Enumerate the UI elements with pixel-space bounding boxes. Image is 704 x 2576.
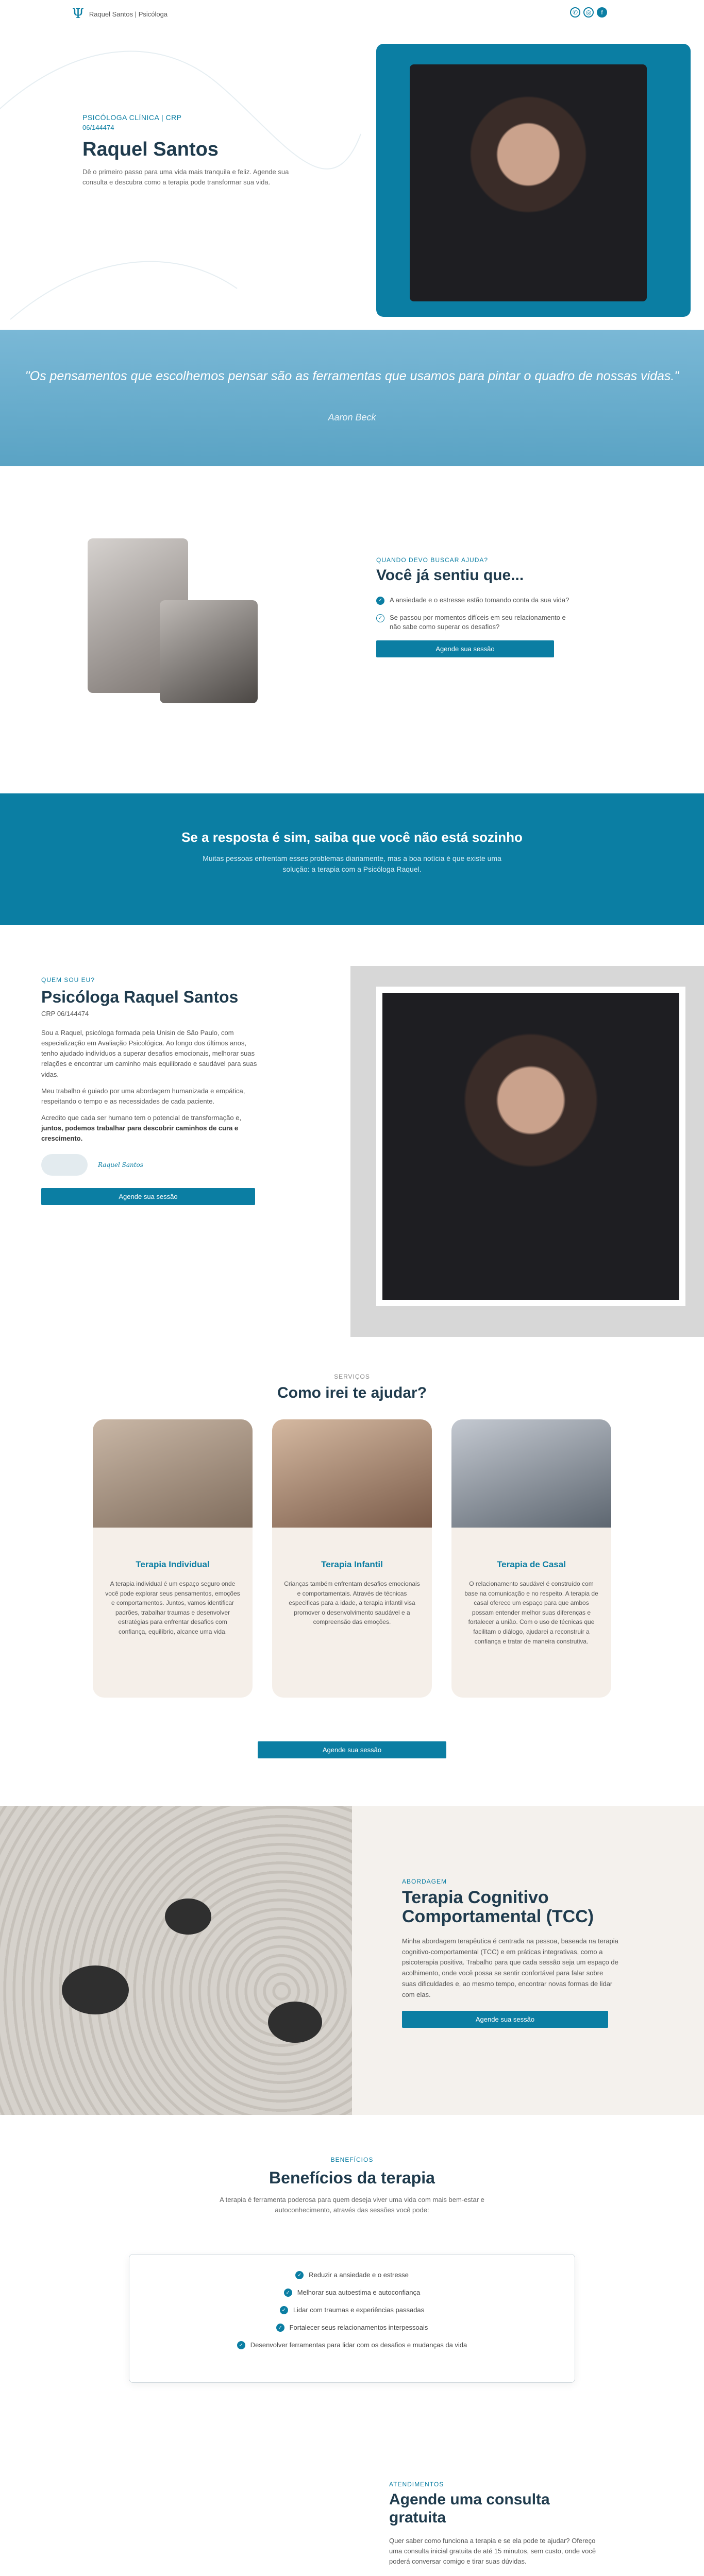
zen-stones-image [0, 1806, 352, 2115]
schedule-button[interactable]: Agende sua sessão [376, 640, 554, 657]
check-icon: ✓ [276, 2324, 284, 2332]
service-card [272, 1419, 432, 1698]
check-icon: ✓ [376, 597, 384, 605]
check-icon: ✓ [280, 2306, 288, 2314]
service-text: Crianças também enfrentam desafios emocionais e comportamentais. Através de técnicas especificas para a idade, a terapia infantil visa promover o desenvolvimento saudável e a compreensão das emoções. [284, 1580, 420, 1626]
benefits-section [0, 2115, 704, 2429]
help-item: ✓ Se passou por momentos difíceis em seu relacionamento e não sabe como superar os desafios? [376, 613, 572, 632]
about-portrait [376, 987, 685, 1306]
service-title: Terapia Infantil [321, 1560, 383, 1569]
service-title: Terapia Individual [136, 1560, 210, 1569]
help-section [0, 466, 704, 793]
hero-crp: 06/144474 [82, 124, 114, 131]
help-title: Você já sentiu que... [376, 567, 524, 584]
benefit-item: ✓ Desenvolver ferramentas para lidar com os desafios e mudanças da vida [129, 2340, 575, 2349]
help-images [88, 538, 268, 708]
about-section [0, 925, 704, 1347]
quote-text: "Os pensamentos que escolhemos pensar são as ferramentas que usamos para pintar o quadro de nossas vidas." [25, 369, 679, 383]
help-item: ✓ A ansiedade e o estresse estão tomando conta da sua vida? [376, 596, 572, 605]
hero-description: Dê o primeiro passo para uma vida mais tranquila e feliz. Agende sua consulta e descubra como a terapia pode transformar sua vida. [82, 168, 289, 186]
service-text: O relacionamento saudável é construído com base na comunicação e no respeito. A terapia de casal oferece um espaço para que ambos possam entender melhor suas diferenças e fortalecer a união. Com o uso de técnicas que facilitam o diálogo, ajudarei a reconstruir a confiança e tratar de maneira construtiva. [464, 1580, 598, 1645]
benefit-item: ✓ Reduzir a ansiedade e o estresse [129, 2270, 575, 2279]
hero-portrait [410, 64, 647, 301]
about-paragraph: Meu trabalho é guiado por uma abordagem humanizada e empática, respeitando o tempo e as necessidades de cada paciente. [41, 1087, 245, 1105]
benefit-item: ✓ Lidar com traumas e experiências passadas [129, 2305, 575, 2314]
quote-author: Aaron Beck [328, 412, 376, 422]
service-card [93, 1419, 253, 1698]
benefit-item: ✓ Melhorar sua autoestima e autoconfiança [129, 2287, 575, 2297]
psi-logo-icon: Ψ [72, 6, 84, 22]
check-icon: ✓ [237, 2341, 245, 2349]
about-paragraph: Acredito que cada ser humano tem o potencial de transformação e, juntos, podemos trabalhar para descobrir caminhos de cura e crescimento. [41, 1113, 242, 1143]
approach-title: Terapia Cognitivo Comportamental (TCC) [402, 1888, 594, 1927]
services-kicker: SERVIÇOS [334, 1373, 370, 1380]
stressed-man-image [160, 600, 258, 703]
not-alone-band [0, 793, 704, 925]
service-title: Terapia de Casal [497, 1560, 566, 1569]
benefits-kicker: BENEFÍCIOS [330, 2156, 374, 2163]
not-alone-text: Muitas pessoas enfrentam esses problemas diariamente, mas a boa notícia é que existe uma solução: a terapia com a Psicóloga Raquel. [203, 854, 501, 873]
consultation-section [0, 2429, 704, 2576]
header-social [570, 7, 607, 18]
approach-text [402, 1878, 618, 2028]
services-title: Como irei te ajudar? [277, 1384, 427, 1401]
quote-section [0, 330, 704, 466]
benefit-item: ✓ Fortalecer seus relacionamentos interpessoais [129, 2323, 575, 2332]
check-icon: ✓ [376, 614, 384, 622]
service-text: A terapia individual é um espaço seguro onde você pode explorar seus pensamentos, emoções e comportamentos. Juntos, vamos identificar padrões, trabalhar traumas e desenvolver estratégias para enfrentar desafios com confiança, equilíbrio, alcance uma vida. [105, 1580, 240, 1635]
services-section [0, 1347, 704, 1806]
check-icon: ✓ [284, 2289, 292, 2297]
hero-text [82, 113, 299, 187]
facebook-icon[interactable]: f [597, 7, 607, 18]
about-photo-frame [350, 966, 704, 1337]
consultation-lead: Quer saber como funciona a terapia e se ela pode te ajudar? Ofereço uma consulta inicial gratuita de até 15 minutos, sem custo, onde você poderá conversar comigo e tirar suas dúvidas. [389, 2537, 596, 2566]
instagram-icon[interactable]: ◎ [583, 7, 594, 18]
benefits-list [129, 2254, 575, 2383]
logo[interactable] [72, 6, 167, 22]
hero-kicker: PSICÓLOGA CLÍNICA | CRP [82, 113, 182, 122]
benefits-intro: A terapia é ferramenta poderosa para quem deseja viver uma vida com mais bem-estar e autoconhecimento, através das sessões você pode: [220, 2196, 484, 2214]
benefits-title: Benefícios da terapia [269, 2168, 435, 2187]
approach-paragraph: Minha abordagem terapêutica é centrada na pessoa, baseada na terapia cognitivo-comportamental (TCC) e em práticas integrativas, como a psicoterapia positiva. Trabalho para que cada sessão seja um espaço de acolhimento, onde você possa se sentir confortável para falar sobre suas dificuldades e, ao mesmo tempo, encontrar novas formas de lidar com elas. [402, 1937, 618, 1998]
about-paragraph: Sou a Raquel, psicóloga formada pela Unisin de São Paulo, com especialização em Avaliação Psicológica. Ao longo dos últimos anos, tenho ajudado indivíduos a superar desafios emocionais, melhorar suas relações e encontrar um caminho mais equilibrado e saudável para suas vidas. [41, 1029, 257, 1078]
service-image [93, 1419, 253, 1528]
signature-avatar [41, 1154, 88, 1176]
service-card [451, 1419, 611, 1698]
about-crp: CRP 06/144474 [41, 1010, 89, 1018]
not-alone-title: Se a resposta é sim, saiba que você não está sozinho [181, 829, 523, 845]
consultation-kicker: ATENDIMENTOS [389, 2481, 444, 2488]
service-image [272, 1419, 432, 1528]
whatsapp-icon[interactable]: ✆ [570, 7, 580, 18]
hero-name: Raquel Santos [82, 139, 219, 160]
consultation-text [389, 2481, 606, 2576]
about-text [41, 976, 263, 1205]
help-text [376, 556, 572, 657]
schedule-button[interactable]: Agende sua sessão [402, 2011, 608, 2028]
help-kicker: QUANDO DEVO BUSCAR AJUDA? [376, 556, 489, 564]
schedule-button[interactable]: Agende sua sessão [258, 1741, 446, 1758]
signature-text: Raquel Santos [98, 1161, 143, 1169]
approach-section [0, 1806, 704, 2115]
signature [41, 1154, 263, 1176]
logo-text: Raquel Santos | Psicóloga [89, 10, 168, 18]
hero-section [0, 0, 704, 330]
check-icon: ✓ [295, 2271, 304, 2279]
approach-kicker: ABORDAGEM [402, 1878, 447, 1885]
schedule-button[interactable]: Agende sua sessão [41, 1188, 255, 1205]
about-kicker: QUEM SOU EU? [41, 976, 95, 984]
about-title: Psicóloga Raquel Santos [41, 988, 239, 1006]
consultation-title: Agende uma consulta gratuita [389, 2491, 550, 2526]
service-image [451, 1419, 611, 1528]
